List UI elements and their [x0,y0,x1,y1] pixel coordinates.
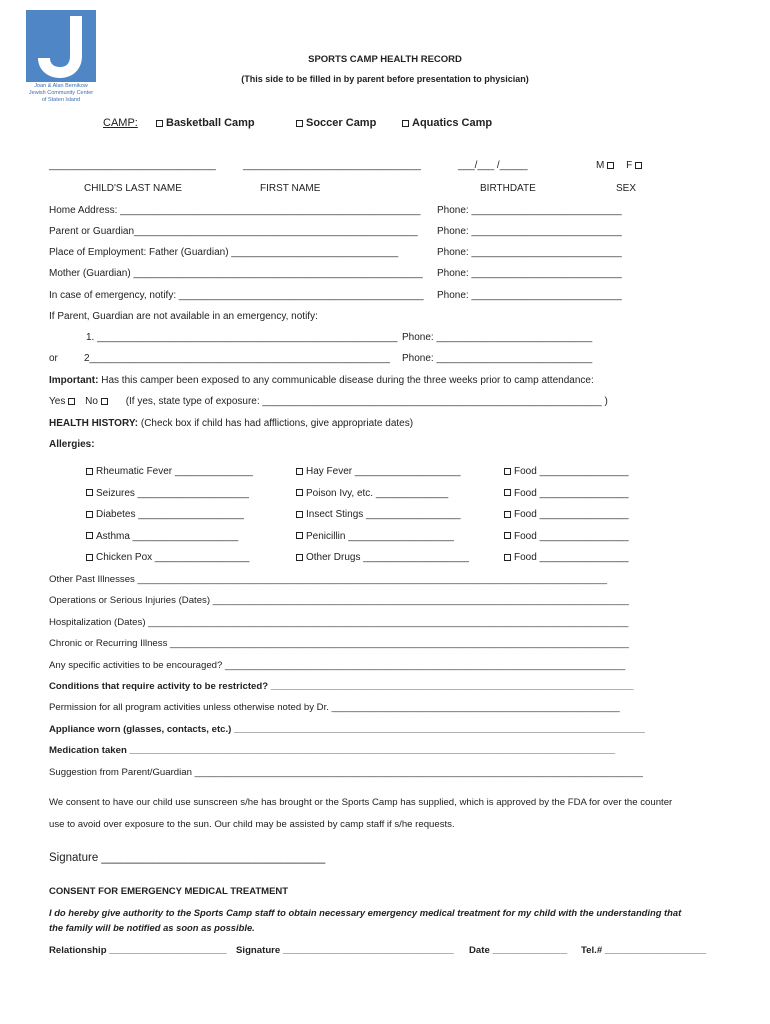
first-name-label: FIRST NAME [260,183,321,194]
consent-title: CONSENT FOR EMERGENCY MEDICAL TREATMENT [49,886,289,897]
checkbox-icon[interactable] [296,511,303,518]
form-subtitle: (This side to be filled in by parent before presentation to physician) [241,74,529,84]
contact-1-phone-field[interactable]: Phone: ____________________________ [402,332,593,343]
consent-line-1: I do hereby give authority to the Sports Camp staff to obtain necessary emergency medical treatment for my child with the understanding that [49,907,682,918]
mother-phone-field[interactable]: Phone: ___________________________ [437,268,622,279]
history-row[interactable]: Conditions that require activity to be restricted? ____________________________________________________________________ [49,681,634,693]
parent-phone-field[interactable]: Phone: ___________________________ [437,226,622,237]
home-address-field[interactable]: Home Address: ______________________________________________________ [49,205,421,216]
health-history-label: HEALTH HISTORY: [49,418,139,429]
logo-j-mark [26,10,96,82]
allergy-item[interactable]: Hay Fever ___________________ [296,461,469,483]
history-row[interactable]: Appliance worn (glasses, contacts, etc.) _____________________________________________________________________________ [49,723,645,735]
contact-1-field[interactable]: 1. ______________________________________________________ [86,332,398,343]
checkbox-icon[interactable] [296,468,303,475]
health-history-heading [49,418,413,429]
important-question [49,375,594,386]
allergy-item[interactable]: Penicillin ___________________ [296,526,469,548]
checkbox-icon[interactable] [504,532,511,539]
date-field[interactable]: Date ______________ [469,945,568,956]
allergies-col-2 [296,461,469,569]
not-available-text: If Parent, Guardian are not available in an emergency, notify: [49,311,318,322]
camp-label: CAMP: [103,117,138,129]
sex-m-label: M [596,160,605,171]
checkbox-icon[interactable] [296,532,303,539]
allergy-item[interactable]: Food ________________ [504,526,629,548]
yes-checkbox[interactable] [68,398,75,405]
yes-label: Yes [49,396,66,407]
allergy-item[interactable]: Food ________________ [504,461,629,483]
important-label: Important: [49,375,99,386]
or-label: or [49,353,58,364]
consent-line-2: the family will be notified as soon as possible. [49,922,255,933]
health-history-text: (Check box if child has had afflictions, give appropriate dates) [140,418,414,429]
birthdate-field[interactable]: ___/___ /_____ [458,160,528,171]
checkbox-icon[interactable] [296,554,303,561]
sex-f-label: F [626,160,633,171]
sex-f-checkbox[interactable] [635,162,642,169]
employment-phone-field[interactable]: Phone: ___________________________ [437,247,622,258]
form-title: SPORTS CAMP HEALTH RECORD [308,54,462,65]
exposure-row [49,396,608,407]
history-row[interactable]: Hospitalization (Dates) __________________________________________________________________________________________ [49,616,629,628]
history-row[interactable]: Any specific activities to be encouraged? ___________________________________________________________________________ [49,659,626,671]
allergy-item[interactable]: Food ________________ [504,504,629,526]
history-row[interactable]: Permission for all program activities unless otherwise noted by Dr. ______________________________________________________ [49,702,620,714]
employment-field[interactable]: Place of Employment: Father (Guardian) ______________________________ [49,247,399,258]
exposure-field[interactable]: (If yes, state type of exposure: _____________________________________________________________ ) [125,396,608,407]
history-row[interactable]: Chronic or Recurring Illness ______________________________________________________________________________________ [49,638,629,650]
contact-2-field[interactable]: 2______________________________________________________ [84,353,390,364]
checkbox-icon[interactable] [86,489,93,496]
allergy-item[interactable]: Rheumatic Fever ______________ [86,461,253,483]
signature-field[interactable]: Signature ___________________________________ [49,852,326,864]
no-label: No [85,396,98,407]
checkbox-icon[interactable] [504,511,511,518]
camp-option-soccer[interactable]: Soccer Camp [296,117,376,129]
history-row[interactable]: Suggestion from Parent/Guardian ____________________________________________________________________________________ [49,766,643,778]
emergency-phone-field[interactable]: Phone: ___________________________ [437,290,622,301]
allergy-item[interactable]: Diabetes ___________________ [86,504,253,526]
history-row[interactable]: Medication taken ___________________________________________________________________________________________ [49,745,616,757]
relationship-field[interactable]: Relationship ______________________ [49,945,227,956]
allergy-item[interactable]: Asthma ___________________ [86,526,253,548]
checkbox-icon[interactable] [86,532,93,539]
child-first-name-field[interactable]: ________________________________ [243,160,421,171]
camp-option-basketball[interactable]: Basketball Camp [156,117,255,129]
checkbox-icon[interactable] [504,468,511,475]
sex-options [596,160,645,171]
checkbox-icon[interactable] [296,120,303,127]
allergies-col-3 [504,461,629,569]
child-last-name-field[interactable]: ______________________________ [49,160,216,171]
checkbox-icon[interactable] [86,468,93,475]
history-row[interactable]: Other Past Illnesses ________________________________________________________________________________________ [49,574,608,585]
checkbox-icon[interactable] [156,120,163,127]
checkbox-icon[interactable] [504,489,511,496]
no-checkbox[interactable] [101,398,108,405]
allergy-item[interactable]: Other Drugs ___________________ [296,547,469,569]
sunscreen-line-1: We consent to have our child use sunscreen s/he has brought or the Sports Camp has supplied, which is approved by the FDA for over the counter [49,797,673,808]
checkbox-icon[interactable] [86,554,93,561]
allergy-item[interactable]: Poison Ivy, etc. _____________ [296,483,469,505]
allergy-item[interactable]: Food ________________ [504,483,629,505]
allergy-item[interactable]: Food ________________ [504,547,629,569]
checkbox-icon[interactable] [296,489,303,496]
mother-field[interactable]: Mother (Guardian) ____________________________________________________ [49,268,423,279]
allergy-item[interactable]: Insect Stings _________________ [296,504,469,526]
sex-label: SEX [616,183,637,194]
allergies-col-1 [86,461,253,569]
allergy-item[interactable]: Seizures ____________________ [86,483,253,505]
contact-2-phone-field[interactable]: Phone: ____________________________ [402,353,593,364]
parent-guardian-field[interactable]: Parent or Guardian___________________________________________________ [49,226,418,237]
sex-m-checkbox[interactable] [607,162,614,169]
checkbox-icon[interactable] [86,511,93,518]
birthdate-label: BIRTHDATE [480,183,536,194]
history-rows [49,569,645,783]
allergies-label: Allergies: [49,439,95,450]
emergency-notify-field[interactable]: In case of emergency, notify: ____________________________________________ [49,290,424,301]
allergy-item[interactable]: Chicken Pox _________________ [86,547,253,569]
logo-caption: Joan & Alan Bernikow Jewish Community Center of Staten Island [28,83,94,103]
checkbox-icon[interactable] [504,554,511,561]
child-last-name-label: CHILD'S LAST NAME [84,183,182,194]
camp-option-aquatics[interactable]: Aquatics Camp [402,117,492,129]
history-row[interactable]: Operations or Serious Injuries (Dates) ______________________________________________________________________________ [49,595,629,607]
tel-field[interactable]: Tel.# ___________________ [581,945,707,956]
consent-signature-field[interactable]: Signature ________________________________ [236,945,454,956]
jcc-logo [26,10,96,82]
home-phone-field[interactable]: Phone: ___________________________ [437,205,622,216]
sunscreen-line-2: use to avoid over exposure to the sun. Our child may be assisted by camp staff if s/he requests. [49,819,455,830]
checkbox-icon[interactable] [402,120,409,127]
important-text: Has this camper been exposed to any communicable disease during the three weeks prior to camp attendance: [101,375,594,386]
